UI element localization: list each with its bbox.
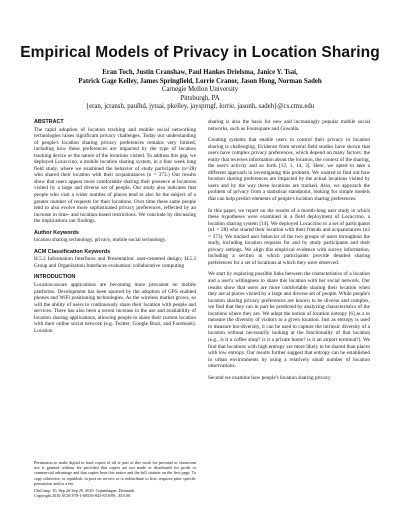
- introduction-text: Location-aware applications are becoming more prevalent on mobile platforms. Development has been spurred by the adoption of GPS enabled phones and WiFi positioning technologies. As the wireless market grows, so will the ability of users to continuously share their location with people and services. There has also been a recent increase in the use and availability of location sharing applications, allowing people to share their current location with their online social network (e.g. Twitter, Google Buzz, and Facebook). Location: [34, 282, 196, 334]
- paragraph-3: In this paper, we report on the results of a month-long user study in which these hypotheses were examined in a field deployment of Locaccino, a location sharing system [14]. We deployed Locaccino to a set of participants (n1 = 28) who shared their location with their friends and acquaintances (n2 = 373). We tracked user behavior of the two groups of users throughout the study, including location requests for and by study participants and their privacy settings. We align this empirical evidence with survey information, including a section in which participants provide detailed sharing preferences for a set of locations at which they were observed.: [208, 207, 370, 266]
- authors-line-2: Patrick Gage Kelley, James Springfield, Lorrie Cranor, Jason Hong, Norman Sadeh: [78, 77, 322, 85]
- permission-text: Permission to make digital or hard copies of all or part of this work for personal or classroom use is granted without fee provided that copies are not made or distributed for profit or commercial advantage and that copies bear this notice and the full citation on the first page. To copy otherwise, or republish, to post on servers or to redistribute to lists, requires prior specific permission and/or a fee.: [34, 460, 196, 486]
- affiliation: Carnegie Mellon University: [161, 86, 239, 94]
- author-emails: {eran, jcransh, paulhd, jytsai, pkelley, jaysprngf, lorrie, jasonh, sadeh}@cs.cmu.edu: [85, 103, 315, 111]
- paragraph-2: Creating systems that enable users to control their privacy in location sharing is challenging. Evidence from several field studies have shown that users have complex privacy preferences, which depend on many factors: the entity that receives information about the location, the context of the sharing, the user's activity and so forth [12, 1, 14, 3]. Here, we opted to take a different approach in investigating this problem. We wanted to find out how location sharing preferences are impacted by the actual locations visited by users and by the way these locations are tracked. Also, we approach the problem of privacy from a statistical standpoint, looking for simple models that can help predict elements of people's location sharing preferences.: [208, 137, 370, 203]
- left-column: [34, 119, 196, 339]
- author-block: [30, 69, 370, 112]
- right-column: [208, 119, 370, 386]
- acm-heading: ACM Classification Keywords: [34, 248, 111, 255]
- venue-text: UbiComp '10, Sep 26-Sep 29, 2010, Copenhagen, Denmark.: [34, 488, 136, 494]
- paragraph-1: sharing is also the basis for new and increasingly popular mobile social networks, such as Foursquare and Gowalla.: [208, 119, 370, 132]
- keywords-text: location sharing technology, privacy, mobile social technology.: [34, 237, 167, 244]
- introduction-heading: INTRODUCTION: [34, 274, 76, 281]
- abstract-text: The rapid adoption of location tracking and mobile social networking technologies raises significant privacy challenges. Today our understanding of people's location sharing privacy preferences remains very limited, including how these preferences are impacted by the type of location tracking device or the nature of the locations visited. To address this gap, we deployed Locaccino, a mobile location sharing system, in a four week long field study, where we examined the behavior of study participants (n=28) who shared their location with their acquaintances (n = 373.) Our results show that users appear more comfortable sharing their presence at locations visited by a large and diverse set of people. Our study also indicates that people who visit a wider number of places tend to also be the subject of a greater number of requests for their locations. Over time these same people tend to also evolve more sophisticated privacy preferences, reflected by an increase in time- and location-based restrictions. We conclude by discussing the implications our findings.: [34, 126, 196, 225]
- permission-notice: [34, 460, 196, 498]
- abstract-heading: ABSTRACT: [34, 119, 64, 125]
- copyright-text: Copyright 2010 ACM 978-1-60558-843-8/10/09...$10.00.: [34, 493, 132, 499]
- authors-line-1: Eran Toch, Justin Cranshaw, Paul Hankes Drielsma, Janice Y. Tsai,: [102, 69, 298, 76]
- acm-text: H.5.2 Information Interfaces and Presentation: user-centered design; H.5.3 Group and Organization Interfaces evaluation: collaborative computing: [34, 256, 196, 269]
- paragraph-5: Second we examine how people's location sharing privacy: [208, 374, 331, 381]
- paragraph-4: We start by exploring possible links between the characteristics of a location and a user's willingness to share this location with her social network. Our results show that users are more comfortable sharing their location when they are at places visited by a large and diverse set of people. While people's location sharing privacy preferences are known to be diverse and complex, we find that they can in part be predicted by analyzing characteristics of the locations where they are. We adopt the notion of location entropy [6] as a to measure the diversity of visitors to a given location. Just as entropy is used to measure bio-diversity, it can be used to capture the intrinsic diversity of a location without necessarily looking at the functionality of that location (e.g., is it a coffee shop? is it a private home? is it an airport terminal?). We find that locations with high entropy are more likely to be shared than places with low entropy. Our results further suggest that entropy can be established in urban environments by using a relatively small number of location observations.: [208, 271, 370, 370]
- keywords-heading: Author Keywords: [34, 229, 79, 236]
- location: Pittsburgh, PA: [180, 94, 220, 102]
- paper-title: Empirical Models of Privacy in Location Sharing: [20, 44, 380, 61]
